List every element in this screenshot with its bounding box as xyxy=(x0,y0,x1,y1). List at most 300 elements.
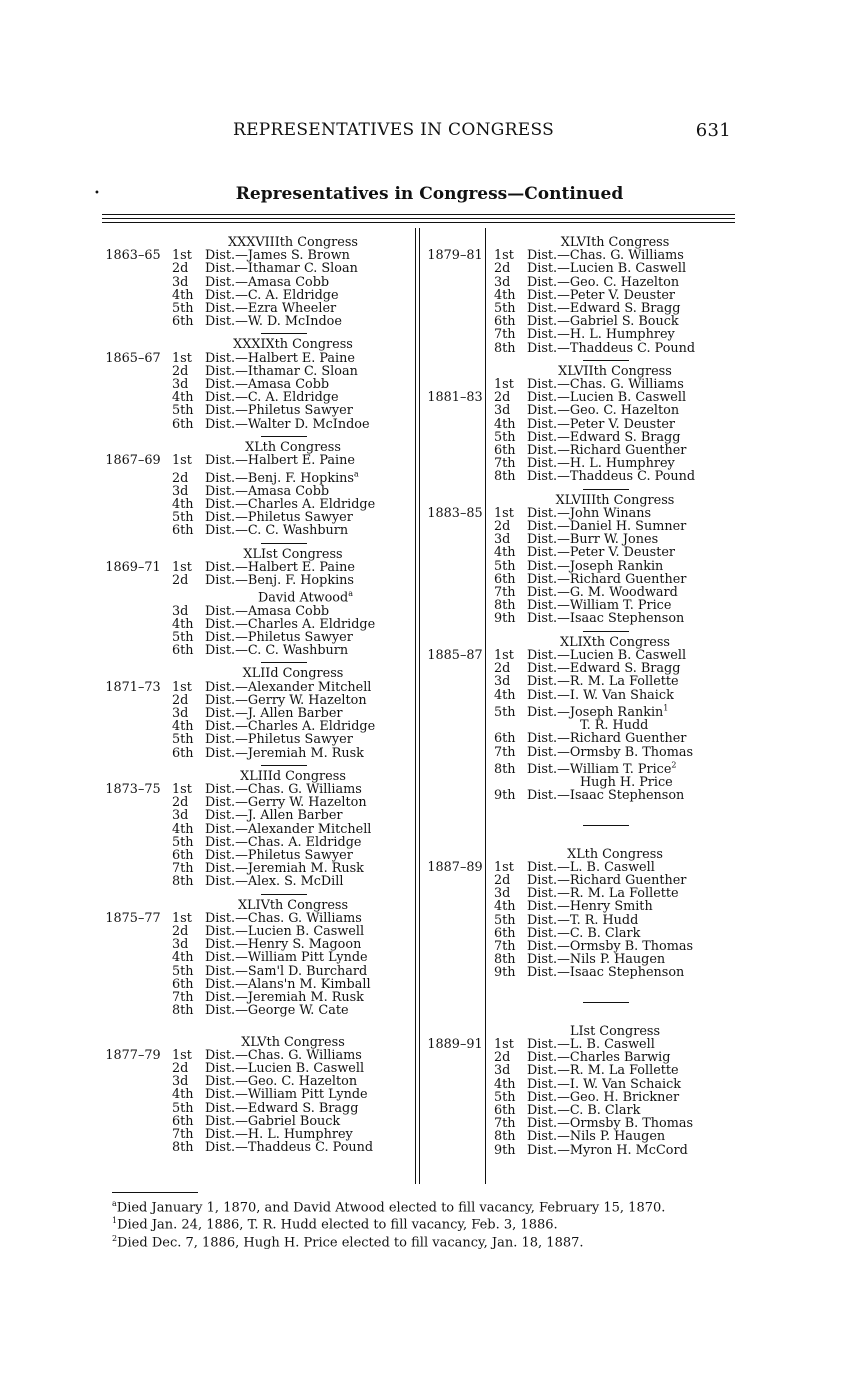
representative-name: Dist.—Thaddeus C. Pound xyxy=(527,469,696,485)
district-ordinal: 3d xyxy=(494,674,511,690)
congress-years: 1883–85 xyxy=(427,505,483,521)
district-ordinal: 4th xyxy=(172,821,194,837)
representative-name: Dist.—Chas. G. Williams xyxy=(527,248,684,264)
district-ordinal: 5th xyxy=(172,963,194,979)
bullet-mark: • xyxy=(94,188,100,199)
district-ordinal: 2d xyxy=(172,572,189,588)
representative-name: Dist.—Walter D. McIndoe xyxy=(205,416,370,432)
congress-title: XLVth Congress xyxy=(241,1034,345,1050)
district-ordinal: 5th xyxy=(172,403,194,419)
representative-name: Dist.—H. L. Humphrey xyxy=(527,456,675,472)
district-ordinal: 7th xyxy=(172,1126,194,1142)
congress-years: 1877–79 xyxy=(105,1047,161,1063)
district-ordinal: 8th xyxy=(494,340,516,356)
district-ordinal: 4th xyxy=(494,899,516,915)
congress-block xyxy=(424,1025,736,1157)
representative-name: Dist.—Isaac Stephenson xyxy=(527,965,685,981)
footnote-text: Died Dec. 7, 1886, Hugh H. Price elected to fill vacancy, Jan. 18, 1887. xyxy=(117,1234,584,1250)
district-ordinal: 6th xyxy=(172,523,194,539)
successor-name: Hugh H. Price xyxy=(580,775,673,791)
district-ordinal: 3d xyxy=(494,1063,511,1079)
district-row xyxy=(102,747,414,760)
top-rule-third xyxy=(102,222,735,223)
district-ordinal: 7th xyxy=(172,990,194,1006)
footnote-mark: 1 xyxy=(112,1216,118,1226)
representative-name: Dist.—Halbert E. Paine xyxy=(205,453,355,469)
district-ordinal: 3d xyxy=(494,886,511,902)
congress-title: XXXVIIIth Congress xyxy=(228,235,358,250)
congress-title: XLth Congress xyxy=(245,439,341,455)
representative-name: Dist.—Charles Barwig xyxy=(527,1050,671,1066)
district-list xyxy=(102,783,414,889)
representative-name: Dist.—Gerry W. Hazelton xyxy=(205,692,367,708)
district-row xyxy=(424,746,736,759)
running-title: REPRESENTATIVES IN CONGRESS xyxy=(233,120,555,140)
representative-name: Dist.—James S. Brown xyxy=(205,248,350,264)
representative-name: Dist.—Benj. F. Hopkins$^a$ xyxy=(205,469,359,486)
representative-name: Dist.—Ormsby B. Thomas xyxy=(527,1116,694,1132)
page-subtitle: Representatives in Congress—Continued xyxy=(235,184,624,204)
congress-years: 1889–91 xyxy=(427,1036,483,1052)
district-ordinal: 3d xyxy=(172,706,189,722)
congress-separator xyxy=(261,765,307,766)
congress-separator xyxy=(583,489,629,490)
district-ordinal: 4th xyxy=(172,616,194,632)
district-list xyxy=(102,454,414,537)
successor-name: David Atwood$^a$ xyxy=(258,589,353,606)
district-ordinal: 6th xyxy=(494,314,516,330)
district-ordinal: 8th xyxy=(494,952,516,968)
district-ordinal: 5th xyxy=(494,558,516,574)
representative-name: Dist.—Joseph Rankin xyxy=(527,558,664,574)
district-row xyxy=(102,418,414,431)
congress-title: XLth Congress xyxy=(567,846,663,862)
district-list xyxy=(424,507,736,626)
representative-name: Dist.—Geo. C. Hazelton xyxy=(527,403,680,419)
district-ordinal: 8th xyxy=(172,874,194,890)
representative-name: Dist.—Isaac Stephenson xyxy=(527,611,685,627)
footnote-text: Died Jan. 24, 1886, T. R. Hudd elected to fill vacancy, Feb. 3, 1886. xyxy=(117,1217,558,1233)
district-ordinal: 1st xyxy=(172,910,192,926)
representative-name: Dist.—Henry Smith xyxy=(527,899,653,915)
representative-name: Dist.—Burr W. Jones xyxy=(527,532,659,548)
congress-years: 1869–71 xyxy=(105,559,161,575)
district-ordinal: 1st xyxy=(494,377,514,393)
district-ordinal: 3d xyxy=(494,274,511,290)
district-list xyxy=(102,352,414,431)
representative-name: Dist.—J. Allen Barber xyxy=(205,808,343,824)
district-ordinal: 2d xyxy=(494,1050,511,1066)
representative-name: Dist.—Geo. H. Brickner xyxy=(527,1089,680,1105)
representative-name: Dist.—Edward S. Bragg xyxy=(527,429,681,445)
representative-name: Dist.—Nils P. Haugen xyxy=(527,1129,666,1145)
district-row xyxy=(102,1141,414,1154)
representative-name: Dist.—Peter V. Deuster xyxy=(527,416,676,432)
representative-name: Dist.—T. R. Hudd xyxy=(527,912,639,928)
district-ordinal: 2d xyxy=(172,795,189,811)
district-ordinal: 1st xyxy=(172,1047,192,1063)
representative-name: Dist.—Amasa Cobb xyxy=(205,483,330,499)
representative-name: Dist.—Halbert E. Paine xyxy=(205,350,355,366)
representative-name: Dist.—Daniel H. Sumner xyxy=(527,519,687,535)
district-ordinal: 6th xyxy=(172,643,194,659)
district-ordinal: 6th xyxy=(494,731,516,747)
district-ordinal: 1st xyxy=(494,859,514,875)
representative-name: Dist.—Lucien B. Caswell xyxy=(527,647,687,663)
district-ordinal: 2d xyxy=(172,261,189,277)
congress-separator xyxy=(261,543,307,544)
congress-years: 1871–73 xyxy=(105,679,161,695)
congress-years: 1887–89 xyxy=(427,859,483,875)
district-ordinal: 5th xyxy=(494,912,516,928)
district-ordinal: 7th xyxy=(494,1116,516,1132)
congress-title: LIst Congress xyxy=(569,1023,661,1039)
district-ordinal: 9th xyxy=(494,965,516,981)
page-number: 631 xyxy=(695,120,731,141)
district-ordinal: 8th xyxy=(494,1129,516,1145)
district-ordinal: 3d xyxy=(172,808,189,824)
representative-name: Dist.—Chas. A. Eldridge xyxy=(205,834,362,850)
representative-name: Dist.—Benj. F. Hopkins xyxy=(205,572,354,588)
congress-block xyxy=(102,899,414,1018)
representative-name: Dist.—Thaddeus C. Pound xyxy=(527,340,696,356)
district-ordinal: 6th xyxy=(172,976,194,992)
district-ordinal: 7th xyxy=(494,939,516,955)
representative-name: Dist.—C. B. Clark xyxy=(527,925,641,941)
congress-years: 1867–69 xyxy=(105,453,161,469)
footnote-text: Died January 1, 1870, and David Atwood elected to fill vacancy, February 15, 1870. xyxy=(116,1200,666,1216)
district-row xyxy=(102,524,414,537)
district-row xyxy=(424,1144,736,1157)
district-ordinal: 2d xyxy=(172,924,189,940)
representative-name: Dist.—C. C. Washburn xyxy=(205,643,349,659)
district-ordinal: 1st xyxy=(172,679,192,695)
representative-name: Dist.—Thaddeus C. Pound xyxy=(205,1140,374,1156)
representative-name: Dist.—Alexander Mitchell xyxy=(205,679,372,695)
district-ordinal: 1st xyxy=(172,350,192,366)
footnote xyxy=(112,1232,744,1249)
congress-block xyxy=(102,770,414,895)
district-ordinal: 4th xyxy=(172,287,194,303)
district-ordinal: 7th xyxy=(494,744,516,760)
district-ordinal: 8th xyxy=(494,762,516,778)
representative-name: Dist.—George W. Cate xyxy=(205,1003,349,1019)
congress-title: XLIXth Congress xyxy=(560,634,670,650)
representative-name: Dist.—L. B. Caswell xyxy=(527,859,655,875)
district-ordinal: 4th xyxy=(172,719,194,735)
representative-name: Dist.—Amasa Cobb xyxy=(205,377,330,393)
district-ordinal: 1st xyxy=(172,782,192,798)
district-ordinal: 5th xyxy=(494,301,516,317)
congress-title: XLIIId Congress xyxy=(240,768,346,784)
district-ordinal: 3d xyxy=(172,483,189,499)
representative-name: Dist.—Ithamar C. Sloan xyxy=(205,363,358,379)
district-ordinal: 7th xyxy=(494,456,516,472)
congress-separator xyxy=(261,662,307,663)
district-row xyxy=(424,759,736,776)
district-ordinal: 4th xyxy=(494,687,516,703)
district-row xyxy=(424,789,736,802)
representative-name: Dist.—Philetus Sawyer xyxy=(205,848,353,864)
representative-name: Dist.—Philetus Sawyer xyxy=(205,510,353,526)
district-row xyxy=(424,702,736,719)
district-ordinal: 7th xyxy=(494,585,516,601)
representative-name: Dist.—C. C. Washburn xyxy=(205,523,349,539)
district-ordinal: 2d xyxy=(172,363,189,379)
representative-name: Dist.—Lucien B. Caswell xyxy=(527,390,687,406)
representative-name: Dist.—J. Allen Barber xyxy=(205,706,343,722)
representative-name: Dist.—Edward S. Bragg xyxy=(527,301,681,317)
representative-name: Dist.—William T. Price xyxy=(527,598,672,614)
district-ordinal: 3d xyxy=(172,937,189,953)
congress-block xyxy=(424,636,736,826)
district-row xyxy=(102,1004,414,1017)
column-divider-left xyxy=(415,228,416,1184)
district-ordinal: 2d xyxy=(494,261,511,277)
district-ordinal: 6th xyxy=(172,848,194,864)
district-ordinal: 3d xyxy=(172,377,189,393)
district-list xyxy=(102,912,414,1018)
district-ordinal: 1st xyxy=(172,559,192,575)
district-ordinal: 1st xyxy=(494,647,514,663)
district-list xyxy=(424,861,736,980)
district-ordinal: 4th xyxy=(172,1087,194,1103)
congress-separator xyxy=(583,1002,629,1003)
representative-name: Dist.—Nils P. Haugen xyxy=(527,952,666,968)
footnote-list xyxy=(112,1197,744,1249)
district-ordinal: 2d xyxy=(494,661,511,677)
district-ordinal: 5th xyxy=(172,510,194,526)
district-row xyxy=(102,574,414,587)
district-ordinal: 8th xyxy=(172,1140,194,1156)
district-ordinal: 2d xyxy=(494,873,511,889)
representative-name: Dist.—Richard Guenther xyxy=(527,443,687,459)
congress-separator xyxy=(583,825,629,826)
representative-name: Dist.—Alexander Mitchell xyxy=(205,821,372,837)
district-row xyxy=(424,689,736,702)
district-ordinal: 8th xyxy=(172,1003,194,1019)
representative-name: Dist.—Philetus Sawyer xyxy=(205,403,353,419)
district-ordinal: 4th xyxy=(172,950,194,966)
congress-block xyxy=(424,848,736,1003)
representative-name: Dist.—R. M. La Follette xyxy=(527,674,679,690)
footnote xyxy=(112,1197,744,1214)
congress-title: XLVIth Congress xyxy=(560,235,670,250)
district-ordinal: 5th xyxy=(172,301,194,317)
representative-name: Dist.—Gabriel S. Bouck xyxy=(527,314,679,330)
representative-name: Dist.—Alex. S. McDill xyxy=(205,874,344,890)
district-ordinal: 3d xyxy=(494,532,511,548)
footnote-mark: a xyxy=(353,469,359,479)
representative-name: Dist.—H. L. Humphrey xyxy=(205,1126,353,1142)
page-header xyxy=(233,120,731,144)
district-ordinal: 6th xyxy=(494,1102,516,1118)
district-ordinal: 2d xyxy=(172,470,189,486)
representative-name: Dist.—Charles A. Eldridge xyxy=(205,616,376,632)
district-ordinal: 2d xyxy=(172,1060,189,1076)
district-ordinal: 3d xyxy=(172,274,189,290)
representative-name: Dist.—Amasa Cobb xyxy=(205,603,330,619)
congress-years: 1875–77 xyxy=(105,910,161,926)
district-ordinal: 4th xyxy=(494,287,516,303)
congress-block xyxy=(102,1036,414,1155)
district-ordinal: 3d xyxy=(494,403,511,419)
district-ordinal: 8th xyxy=(494,598,516,614)
representative-name: Dist.—Edward S. Bragg xyxy=(527,661,681,677)
district-ordinal: 5th xyxy=(172,1100,194,1116)
right-column xyxy=(424,236,736,1157)
representative-name: Dist.—C. B. Clark xyxy=(527,1102,641,1118)
district-list xyxy=(102,249,414,328)
representative-name: Dist.—C. A. Eldridge xyxy=(205,390,339,406)
footnotes xyxy=(112,1192,744,1249)
congress-block xyxy=(424,236,736,361)
top-rule-second xyxy=(102,218,735,219)
representative-name: Dist.—William Pitt Lynde xyxy=(205,950,368,966)
footnote-mark: a xyxy=(112,1199,117,1208)
congress-years: 1885–87 xyxy=(427,647,483,663)
district-ordinal: 6th xyxy=(172,745,194,761)
footnote-mark: 1 xyxy=(663,703,669,713)
congress-title: XLIId Congress xyxy=(242,666,344,682)
district-list xyxy=(424,649,736,803)
representative-name: Dist.—Chas. G. Williams xyxy=(205,910,362,926)
district-row xyxy=(102,315,414,328)
district-ordinal: 1st xyxy=(494,248,514,264)
congress-separator xyxy=(261,436,307,437)
district-list xyxy=(102,561,414,658)
district-ordinal: 1st xyxy=(494,505,514,521)
congress-separator xyxy=(261,894,307,895)
district-ordinal: 4th xyxy=(494,545,516,561)
representative-name: Dist.—Peter V. Deuster xyxy=(527,287,676,303)
representative-name: Dist.—Myron H. McCord xyxy=(527,1142,688,1158)
district-row xyxy=(424,470,736,483)
representative-name: Dist.—Geo. C. Hazelton xyxy=(527,274,680,290)
district-list xyxy=(424,1038,736,1157)
top-rule xyxy=(102,214,735,215)
representative-name: Dist.—Jeremiah M. Rusk xyxy=(205,990,364,1006)
representative-name: Dist.—William Pitt Lynde xyxy=(205,1087,368,1103)
district-ordinal: 9th xyxy=(494,788,516,804)
district-row xyxy=(102,467,414,484)
congress-separator xyxy=(261,333,307,334)
district-row xyxy=(102,875,414,888)
representative-name: Dist.—Ezra Wheeler xyxy=(205,301,337,317)
representative-name: Dist.—Richard Guenther xyxy=(527,571,687,587)
district-ordinal: 8th xyxy=(494,469,516,485)
congress-block xyxy=(424,494,736,632)
congress-years: 1873–75 xyxy=(105,782,161,798)
representative-name: Dist.—Lucien B. Caswell xyxy=(527,261,687,277)
district-ordinal: 2d xyxy=(494,519,511,535)
district-ordinal: 3d xyxy=(172,1074,189,1090)
district-ordinal: 2d xyxy=(172,692,189,708)
congress-block xyxy=(424,365,736,490)
congress-block xyxy=(102,667,414,765)
representative-name: Dist.—Sam'l D. Burchard xyxy=(205,963,368,979)
district-row xyxy=(102,644,414,657)
representative-name: Dist.—Jeremiah M. Rusk xyxy=(205,745,364,761)
representative-name: Dist.—Lucien B. Caswell xyxy=(205,924,365,940)
representative-name: Dist.—John Winans xyxy=(527,505,652,521)
district-list xyxy=(102,681,414,760)
congress-years: 1879–81 xyxy=(427,248,483,264)
district-ordinal: 5th xyxy=(494,704,516,720)
district-ordinal: 4th xyxy=(494,1076,516,1092)
representative-name: Dist.—I. W. Van Shaick xyxy=(527,687,674,703)
representative-name: Dist.—Richard Guenther xyxy=(527,731,687,747)
district-ordinal: 7th xyxy=(172,861,194,877)
congress-block xyxy=(102,338,414,436)
representative-name: Dist.—Isaac Stephenson xyxy=(527,788,685,804)
district-row xyxy=(424,342,736,355)
representative-name: Dist.—Amasa Cobb xyxy=(205,274,330,290)
district-ordinal: 6th xyxy=(494,571,516,587)
district-ordinal: 4th xyxy=(172,496,194,512)
column-divider-right xyxy=(419,228,420,1184)
district-list xyxy=(424,249,736,355)
congress-years: 1863–65 xyxy=(105,248,161,264)
representative-name: Dist.—Halbert E. Paine xyxy=(205,559,355,575)
representative-name: Dist.—Charles A. Eldridge xyxy=(205,719,376,735)
district-ordinal: 6th xyxy=(172,314,194,330)
representative-name: Dist.—Henry S. Magoon xyxy=(205,937,362,953)
congress-title: XLIVth Congress xyxy=(237,897,349,913)
representative-name: Dist.—R. M. La Follette xyxy=(527,1063,679,1079)
representative-name: Dist.—Edward S. Bragg xyxy=(205,1100,359,1116)
district-ordinal: 5th xyxy=(494,1089,516,1105)
congress-block xyxy=(102,236,414,334)
representative-name: Dist.—Ithamar C. Sloan xyxy=(205,261,358,277)
congress-block xyxy=(102,441,414,544)
representative-name: Dist.—Charles A. Eldridge xyxy=(205,496,376,512)
congress-title: XXXIXth Congress xyxy=(233,337,353,353)
representative-name: Dist.—Peter V. Deuster xyxy=(527,545,676,561)
district-ordinal: 6th xyxy=(494,443,516,459)
congress-years: 1865–67 xyxy=(105,350,161,366)
district-ordinal: 6th xyxy=(172,416,194,432)
representative-name: Dist.—Richard Guenther xyxy=(527,873,687,889)
representative-name: Dist.—C. A. Eldridge xyxy=(205,287,339,303)
successor-name: T. R. Hudd xyxy=(580,718,649,734)
footnote-rule xyxy=(112,1192,198,1193)
representative-name: Dist.—William T. Price$^2$ xyxy=(527,760,677,778)
district-ordinal: 5th xyxy=(494,429,516,445)
representative-name: Dist.—R. M. La Follette xyxy=(527,886,679,902)
representative-name: Dist.—Lucien B. Caswell xyxy=(205,1060,365,1076)
representative-name: Dist.—Alans'n M. Kimball xyxy=(205,976,371,992)
district-ordinal: 6th xyxy=(494,925,516,941)
district-row xyxy=(424,966,736,979)
footnote-mark: 2 xyxy=(671,760,677,770)
footnote-mark: a xyxy=(348,589,353,599)
representative-name: Dist.—Jeremiah M. Rusk xyxy=(205,861,364,877)
representative-name: Dist.—Chas. G. Williams xyxy=(205,782,362,798)
representative-name: Dist.—Joseph Rankin$^1$ xyxy=(527,703,669,720)
district-ordinal: 1st xyxy=(172,453,192,469)
congress-years: 1881–83 xyxy=(427,390,483,406)
congress-block xyxy=(102,548,414,664)
representative-name: Dist.—Philetus Sawyer xyxy=(205,732,353,748)
district-ordinal: 2d xyxy=(494,390,511,406)
representative-name: Dist.—Geo. C. Hazelton xyxy=(205,1074,358,1090)
congress-title: XLIst Congress xyxy=(243,546,343,562)
district-ordinal: 9th xyxy=(494,1142,516,1158)
representative-name: Dist.—Philetus Sawyer xyxy=(205,630,353,646)
representative-name: Dist.—G. M. Woodward xyxy=(527,585,678,601)
district-ordinal: 4th xyxy=(494,416,516,432)
